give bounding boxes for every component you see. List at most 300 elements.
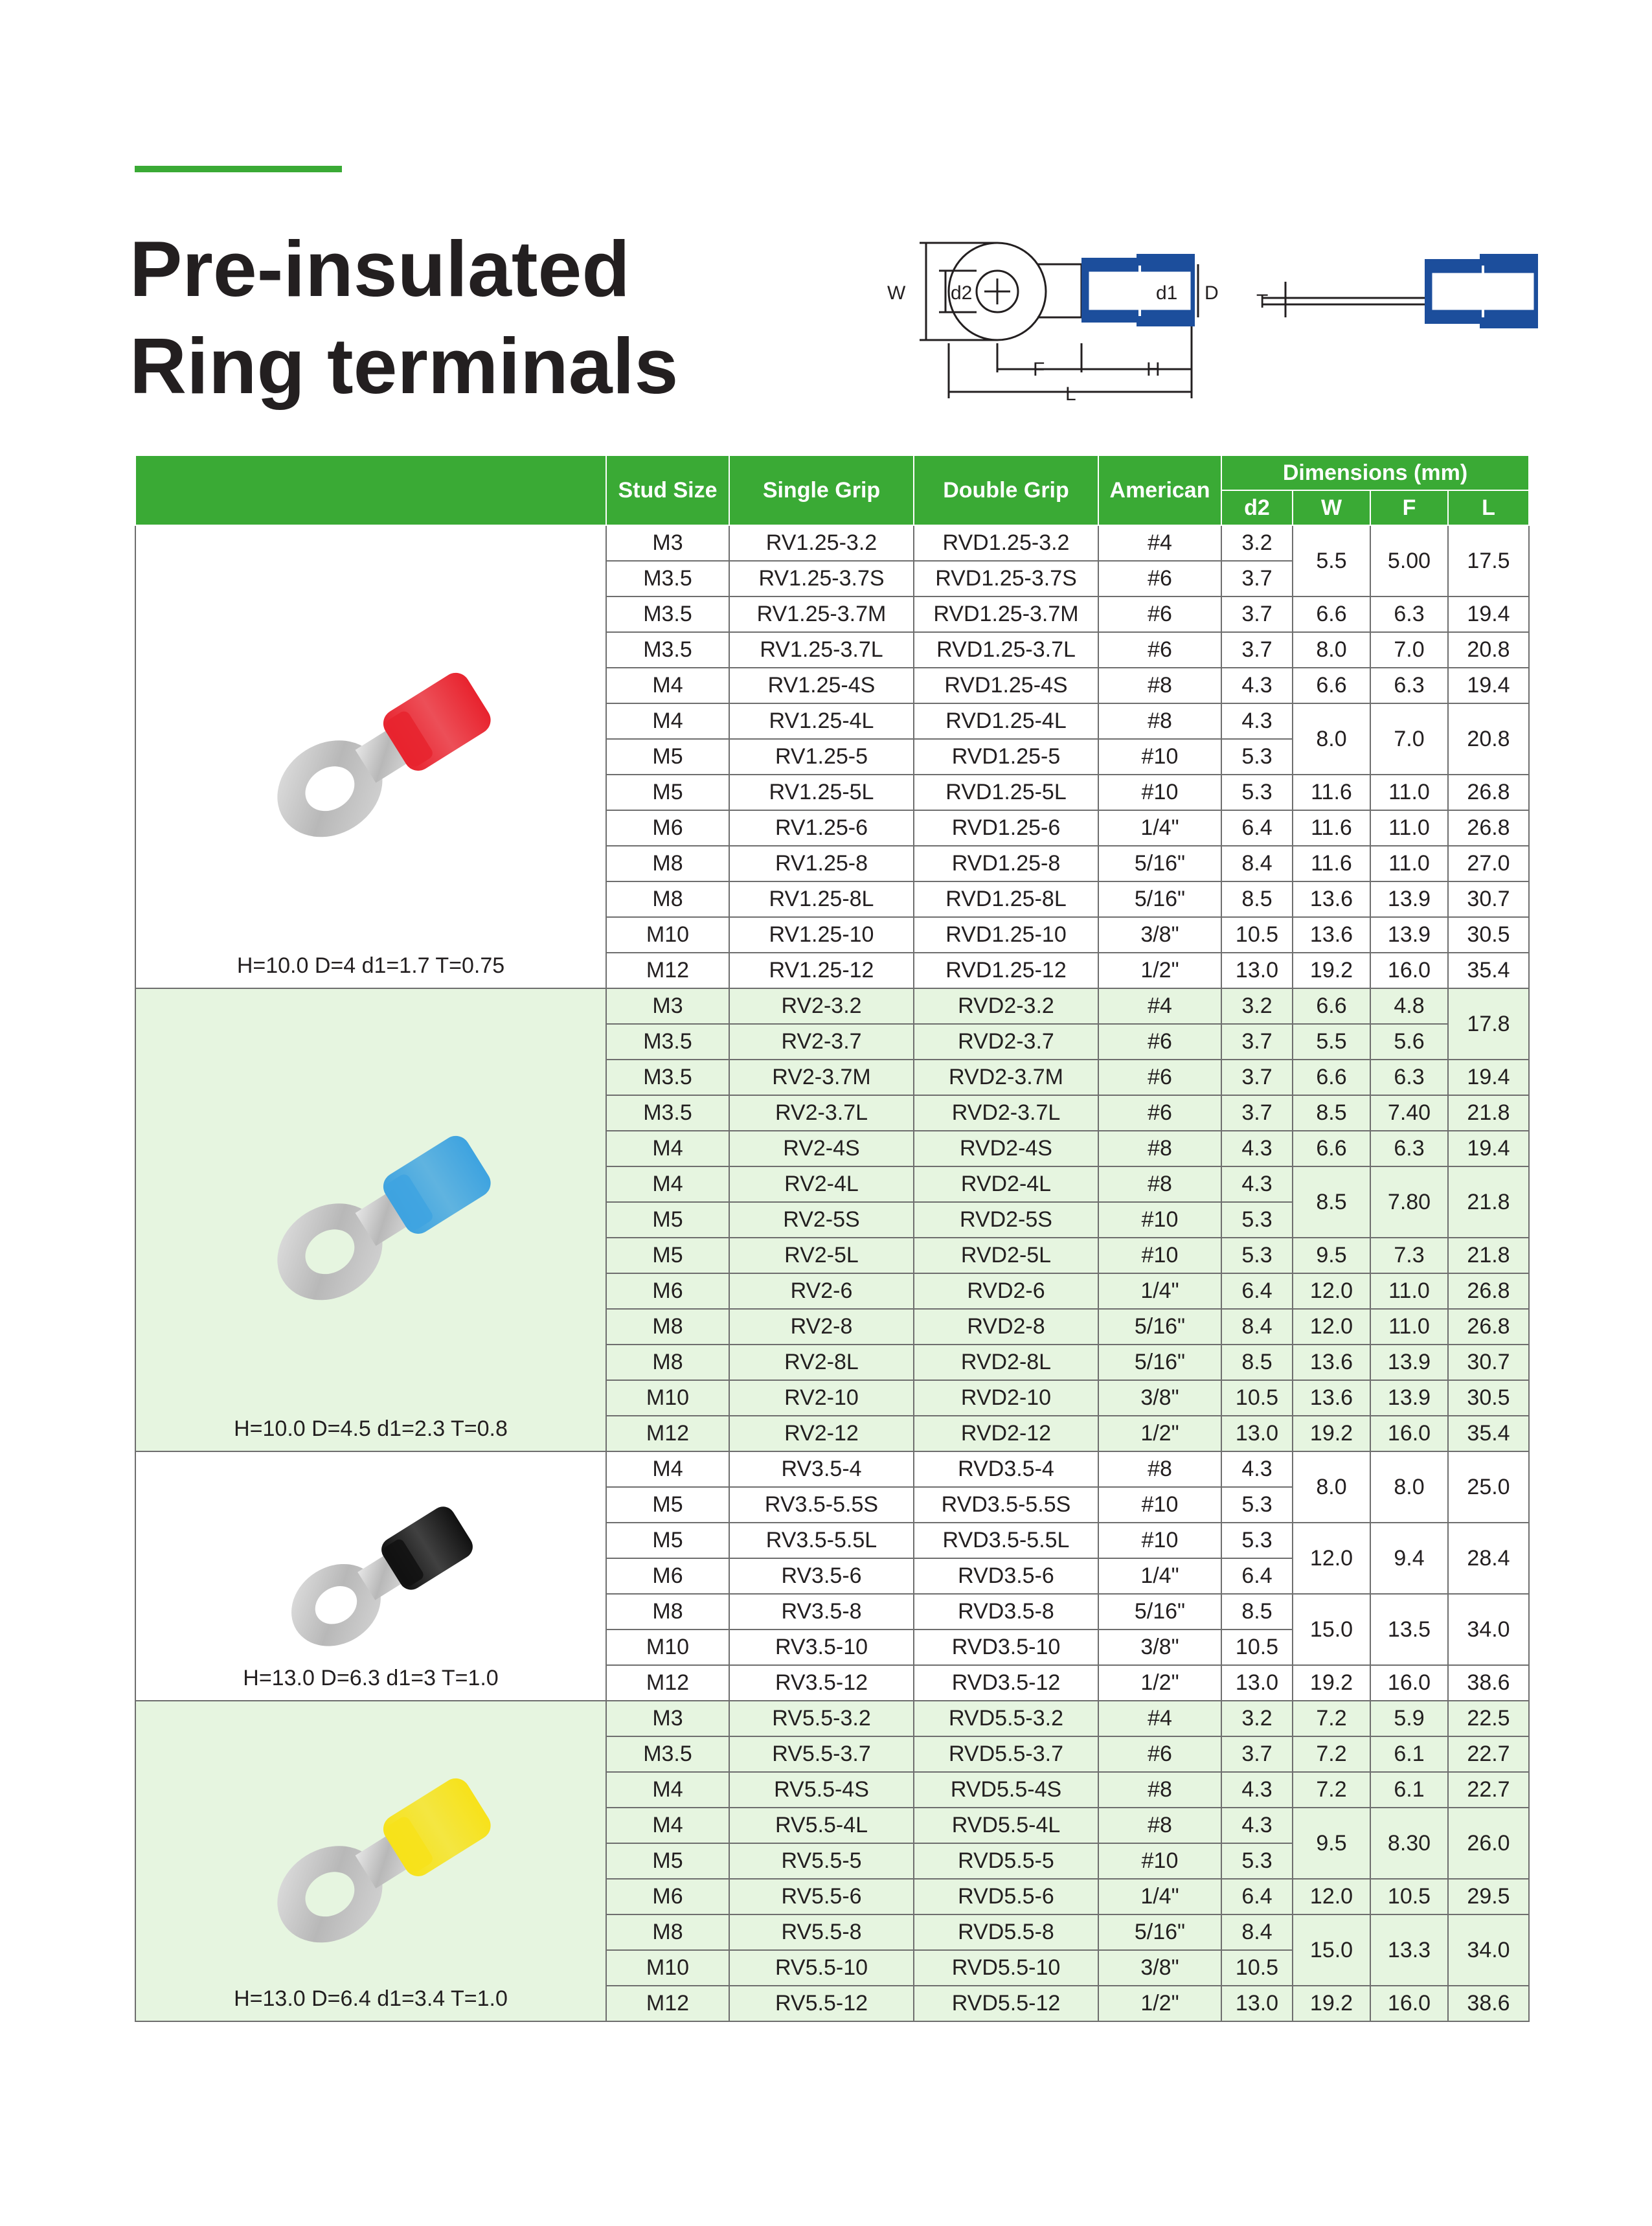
double-grip-cell: RVD2-5L xyxy=(914,1238,1098,1273)
single-grip-cell: RV2-5L xyxy=(729,1238,914,1273)
double-grip-cell: RVD2-12 xyxy=(914,1416,1098,1451)
stud-size-cell: M4 xyxy=(606,1808,729,1843)
w-cell: 12.0 xyxy=(1293,1879,1370,1914)
stud-size-cell: M12 xyxy=(606,1986,729,2021)
ring-terminal-black-icon xyxy=(190,1490,552,1666)
american-cell: 5/16" xyxy=(1098,1309,1221,1345)
stud-size-cell: M8 xyxy=(606,846,729,881)
single-grip-cell: RV1.25-4S xyxy=(729,668,914,703)
single-grip-cell: RV3.5-10 xyxy=(729,1630,914,1665)
single-grip-cell: RV1.25-3.7M xyxy=(729,596,914,632)
l-cell: 27.0 xyxy=(1448,846,1529,881)
double-grip-cell: RVD2-4L xyxy=(914,1166,1098,1202)
d2-cell: 3.2 xyxy=(1221,988,1293,1024)
ring-terminal-red-icon xyxy=(190,560,552,953)
american-cell: 1/2" xyxy=(1098,1665,1221,1701)
single-grip-cell: RV1.25-12 xyxy=(729,953,914,988)
d2-cell: 10.5 xyxy=(1221,1380,1293,1416)
w-cell: 8.0 xyxy=(1293,632,1370,668)
l-cell: 22.5 xyxy=(1448,1701,1529,1736)
single-grip-cell: RV1.25-6 xyxy=(729,810,914,846)
spec-table xyxy=(135,455,1530,2022)
d2-cell: 4.3 xyxy=(1221,1131,1293,1166)
american-cell: #10 xyxy=(1098,1202,1221,1238)
terminal-spec-caption: H=10.0 D=4 d1=1.7 T=0.75 xyxy=(236,953,505,978)
single-grip-cell: RV5.5-4L xyxy=(729,1808,914,1843)
stud-size-cell: M3.5 xyxy=(606,1095,729,1131)
w-cell: 5.5 xyxy=(1293,1024,1370,1060)
american-cell: 1/4" xyxy=(1098,810,1221,846)
w-cell: 19.2 xyxy=(1293,1416,1370,1451)
w-cell: 6.6 xyxy=(1293,668,1370,703)
f-cell: 8.0 xyxy=(1370,1451,1448,1523)
stud-size-cell: M5 xyxy=(606,1843,729,1879)
double-grip-cell: RVD5.5-4L xyxy=(914,1808,1098,1843)
stud-size-cell: M6 xyxy=(606,1558,729,1594)
double-grip-cell: RVD5.5-4S xyxy=(914,1772,1098,1808)
label-h: H xyxy=(1146,359,1160,380)
f-cell: 9.4 xyxy=(1370,1523,1448,1594)
d2-cell: 3.7 xyxy=(1221,1095,1293,1131)
double-grip-cell: RVD5.5-3.7 xyxy=(914,1736,1098,1772)
f-cell: 6.1 xyxy=(1370,1736,1448,1772)
table-row xyxy=(135,1701,1529,1736)
single-grip-cell: RV3.5-6 xyxy=(729,1558,914,1594)
stud-size-cell: M4 xyxy=(606,668,729,703)
stud-size-cell: M3.5 xyxy=(606,561,729,596)
stud-size-cell: M4 xyxy=(606,1772,729,1808)
single-grip-cell: RV2-12 xyxy=(729,1416,914,1451)
page-title xyxy=(130,220,678,415)
stud-size-cell: M4 xyxy=(606,1451,729,1487)
stud-size-cell: M3 xyxy=(606,1701,729,1736)
single-grip-cell: RV3.5-5.5S xyxy=(729,1487,914,1523)
american-cell: #4 xyxy=(1098,1701,1221,1736)
f-cell: 13.9 xyxy=(1370,1380,1448,1416)
w-cell: 8.0 xyxy=(1293,703,1370,775)
l-cell: 19.4 xyxy=(1448,668,1529,703)
single-grip-cell: RV2-4L xyxy=(729,1166,914,1202)
single-grip-cell: RV1.25-3.7S xyxy=(729,561,914,596)
l-cell: 20.8 xyxy=(1448,632,1529,668)
d2-cell: 3.7 xyxy=(1221,561,1293,596)
d2-cell: 5.3 xyxy=(1221,1238,1293,1273)
label-f: F xyxy=(1033,359,1045,380)
l-cell: 30.7 xyxy=(1448,1345,1529,1380)
american-cell: 1/4" xyxy=(1098,1879,1221,1914)
single-grip-cell: RV2-5S xyxy=(729,1202,914,1238)
double-grip-cell: RVD1.25-3.7S xyxy=(914,561,1098,596)
d2-cell: 8.4 xyxy=(1221,846,1293,881)
w-cell: 12.0 xyxy=(1293,1523,1370,1594)
w-cell: 19.2 xyxy=(1293,953,1370,988)
double-grip-cell: RVD5.5-10 xyxy=(914,1950,1098,1986)
d2-cell: 4.3 xyxy=(1221,668,1293,703)
double-grip-cell: RVD3.5-6 xyxy=(914,1558,1098,1594)
single-grip-cell: RV5.5-8 xyxy=(729,1914,914,1950)
american-cell: #8 xyxy=(1098,1131,1221,1166)
l-cell: 26.8 xyxy=(1448,1309,1529,1345)
d2-cell: 8.5 xyxy=(1221,1594,1293,1630)
f-cell: 13.9 xyxy=(1370,881,1448,917)
f-cell: 8.30 xyxy=(1370,1808,1448,1879)
single-grip-cell: RV2-8 xyxy=(729,1309,914,1345)
double-grip-cell: RVD5.5-8 xyxy=(914,1914,1098,1950)
american-cell: 3/8" xyxy=(1098,1950,1221,1986)
l-cell: 22.7 xyxy=(1448,1772,1529,1808)
d2-cell: 4.3 xyxy=(1221,1808,1293,1843)
w-cell: 8.5 xyxy=(1293,1095,1370,1131)
w-cell: 6.6 xyxy=(1293,1060,1370,1095)
terminal-spec-caption: H=13.0 D=6.4 d1=3.4 T=1.0 xyxy=(234,1986,508,2011)
d2-cell: 13.0 xyxy=(1221,953,1293,988)
title-line-2: Ring terminals xyxy=(130,322,679,410)
american-cell: #6 xyxy=(1098,632,1221,668)
stud-size-cell: M5 xyxy=(606,1238,729,1273)
header-l: L xyxy=(1448,490,1529,525)
stud-size-cell: M3.5 xyxy=(606,632,729,668)
f-cell: 7.0 xyxy=(1370,632,1448,668)
f-cell: 6.3 xyxy=(1370,1131,1448,1166)
d2-cell: 10.5 xyxy=(1221,1950,1293,1986)
w-cell: 7.2 xyxy=(1293,1772,1370,1808)
american-cell: #10 xyxy=(1098,1487,1221,1523)
american-cell: 3/8" xyxy=(1098,1380,1221,1416)
d2-cell: 6.4 xyxy=(1221,1558,1293,1594)
american-cell: 1/4" xyxy=(1098,1273,1221,1309)
single-grip-cell: RV2-3.7M xyxy=(729,1060,914,1095)
single-grip-cell: RV2-3.7 xyxy=(729,1024,914,1060)
american-cell: #10 xyxy=(1098,775,1221,810)
table-row xyxy=(135,525,1529,561)
header-f: F xyxy=(1370,490,1448,525)
w-cell: 8.5 xyxy=(1293,1166,1370,1238)
terminal-image-cell xyxy=(135,988,606,1451)
l-cell: 30.7 xyxy=(1448,881,1529,917)
terminal-image-cell xyxy=(135,525,606,988)
american-cell: #8 xyxy=(1098,1166,1221,1202)
label-d1: d1 xyxy=(1156,282,1178,304)
double-grip-cell: RVD2-3.7M xyxy=(914,1060,1098,1095)
american-cell: #8 xyxy=(1098,1808,1221,1843)
stud-size-cell: M10 xyxy=(606,1380,729,1416)
double-grip-cell: RVD1.25-3.7L xyxy=(914,632,1098,668)
f-cell: 7.80 xyxy=(1370,1166,1448,1238)
f-cell: 7.40 xyxy=(1370,1095,1448,1131)
stud-size-cell: M10 xyxy=(606,917,729,953)
l-cell: 21.8 xyxy=(1448,1095,1529,1131)
single-grip-cell: RV5.5-3.2 xyxy=(729,1701,914,1736)
single-grip-cell: RV3.5-5.5L xyxy=(729,1523,914,1558)
header-dimensions: Dimensions (mm) xyxy=(1221,455,1529,490)
american-cell: 3/8" xyxy=(1098,1630,1221,1665)
stud-size-cell: M5 xyxy=(606,775,729,810)
double-grip-cell: RVD2-8L xyxy=(914,1345,1098,1380)
f-cell: 13.9 xyxy=(1370,917,1448,953)
w-cell: 6.6 xyxy=(1293,988,1370,1024)
d2-cell: 8.5 xyxy=(1221,881,1293,917)
american-cell: #6 xyxy=(1098,1024,1221,1060)
l-cell: 17.5 xyxy=(1448,525,1529,596)
d2-cell: 3.7 xyxy=(1221,632,1293,668)
d2-cell: 3.2 xyxy=(1221,1701,1293,1736)
label-w: W xyxy=(887,282,906,304)
l-cell: 19.4 xyxy=(1448,1060,1529,1095)
l-cell: 35.4 xyxy=(1448,1416,1529,1451)
double-grip-cell: RVD1.25-10 xyxy=(914,917,1098,953)
l-cell: 26.0 xyxy=(1448,1808,1529,1879)
l-cell: 30.5 xyxy=(1448,917,1529,953)
spec-table-body xyxy=(135,525,1529,2021)
stud-size-cell: M6 xyxy=(606,810,729,846)
l-cell: 17.8 xyxy=(1448,988,1529,1060)
double-grip-cell: RVD1.25-5L xyxy=(914,775,1098,810)
stud-size-cell: M8 xyxy=(606,1914,729,1950)
stud-size-cell: M3.5 xyxy=(606,1060,729,1095)
single-grip-cell: RV1.25-8L xyxy=(729,881,914,917)
stud-size-cell: M4 xyxy=(606,1166,729,1202)
double-grip-cell: RVD5.5-3.2 xyxy=(914,1701,1098,1736)
label-l: L xyxy=(1065,383,1076,405)
stud-size-cell: M8 xyxy=(606,1594,729,1630)
d2-cell: 10.5 xyxy=(1221,917,1293,953)
l-cell: 21.8 xyxy=(1448,1166,1529,1238)
stud-size-cell: M12 xyxy=(606,953,729,988)
f-cell: 11.0 xyxy=(1370,1273,1448,1309)
w-cell: 15.0 xyxy=(1293,1914,1370,1986)
d2-cell: 3.7 xyxy=(1221,596,1293,632)
double-grip-cell: RVD2-5S xyxy=(914,1202,1098,1238)
double-grip-cell: RVD1.25-3.2 xyxy=(914,525,1098,561)
l-cell: 26.8 xyxy=(1448,1273,1529,1309)
f-cell: 5.9 xyxy=(1370,1701,1448,1736)
l-cell: 25.0 xyxy=(1448,1451,1529,1523)
l-cell: 19.4 xyxy=(1448,1131,1529,1166)
f-cell: 11.0 xyxy=(1370,846,1448,881)
american-cell: #6 xyxy=(1098,596,1221,632)
american-cell: 1/2" xyxy=(1098,953,1221,988)
double-grip-cell: RVD2-4S xyxy=(914,1131,1098,1166)
f-cell: 16.0 xyxy=(1370,953,1448,988)
w-cell: 5.5 xyxy=(1293,525,1370,596)
american-cell: #6 xyxy=(1098,1060,1221,1095)
single-grip-cell: RV1.25-10 xyxy=(729,917,914,953)
stud-size-cell: M8 xyxy=(606,1309,729,1345)
double-grip-cell: RVD1.25-6 xyxy=(914,810,1098,846)
d2-cell: 8.5 xyxy=(1221,1345,1293,1380)
d2-cell: 5.3 xyxy=(1221,1523,1293,1558)
w-cell: 19.2 xyxy=(1293,1665,1370,1701)
w-cell: 8.0 xyxy=(1293,1451,1370,1523)
stud-size-cell: M3.5 xyxy=(606,1736,729,1772)
d2-cell: 10.5 xyxy=(1221,1630,1293,1665)
d2-cell: 6.4 xyxy=(1221,1273,1293,1309)
double-grip-cell: RVD3.5-4 xyxy=(914,1451,1098,1487)
l-cell: 26.8 xyxy=(1448,810,1529,846)
f-cell: 6.3 xyxy=(1370,668,1448,703)
l-cell: 38.6 xyxy=(1448,1665,1529,1701)
f-cell: 16.0 xyxy=(1370,1416,1448,1451)
label-t: T xyxy=(1256,291,1269,312)
stud-size-cell: M5 xyxy=(606,739,729,775)
double-grip-cell: RVD1.25-12 xyxy=(914,953,1098,988)
american-cell: #8 xyxy=(1098,1772,1221,1808)
single-grip-cell: RV5.5-6 xyxy=(729,1879,914,1914)
d2-cell: 3.7 xyxy=(1221,1024,1293,1060)
single-grip-cell: RV1.25-3.2 xyxy=(729,525,914,561)
f-cell: 5.00 xyxy=(1370,525,1448,596)
l-cell: 34.0 xyxy=(1448,1594,1529,1665)
single-grip-cell: RV2-6 xyxy=(729,1273,914,1309)
stud-size-cell: M4 xyxy=(606,1131,729,1166)
single-grip-cell: RV1.25-5L xyxy=(729,775,914,810)
single-grip-cell: RV5.5-3.7 xyxy=(729,1736,914,1772)
single-grip-cell: RV2-3.7L xyxy=(729,1095,914,1131)
double-grip-cell: RVD3.5-5.5L xyxy=(914,1523,1098,1558)
l-cell: 29.5 xyxy=(1448,1879,1529,1914)
terminal-dimension-diagram xyxy=(868,220,1541,408)
double-grip-cell: RVD3.5-8 xyxy=(914,1594,1098,1630)
l-cell: 26.8 xyxy=(1448,775,1529,810)
w-cell: 19.2 xyxy=(1293,1986,1370,2021)
f-cell: 11.0 xyxy=(1370,810,1448,846)
header-single-grip: Single Grip xyxy=(729,455,914,525)
w-cell: 13.6 xyxy=(1293,917,1370,953)
double-grip-cell: RVD2-3.2 xyxy=(914,988,1098,1024)
w-cell: 15.0 xyxy=(1293,1594,1370,1665)
american-cell: #10 xyxy=(1098,1523,1221,1558)
american-cell: 1/2" xyxy=(1098,1986,1221,2021)
f-cell: 7.3 xyxy=(1370,1238,1448,1273)
d2-cell: 4.3 xyxy=(1221,703,1293,739)
american-cell: #4 xyxy=(1098,525,1221,561)
single-grip-cell: RV2-10 xyxy=(729,1380,914,1416)
american-cell: 1/2" xyxy=(1098,1416,1221,1451)
american-cell: #10 xyxy=(1098,1843,1221,1879)
d2-cell: 13.0 xyxy=(1221,1416,1293,1451)
title-line-1: Pre-insulated xyxy=(130,225,630,313)
header-american: American xyxy=(1098,455,1221,525)
l-cell: 30.5 xyxy=(1448,1380,1529,1416)
f-cell: 4.8 xyxy=(1370,988,1448,1024)
double-grip-cell: RVD1.25-5 xyxy=(914,739,1098,775)
single-grip-cell: RV3.5-8 xyxy=(729,1594,914,1630)
l-cell: 20.8 xyxy=(1448,703,1529,775)
f-cell: 13.5 xyxy=(1370,1594,1448,1665)
single-grip-cell: RV5.5-10 xyxy=(729,1950,914,1986)
stud-size-cell: M4 xyxy=(606,703,729,739)
double-grip-cell: RVD3.5-12 xyxy=(914,1665,1098,1701)
table-row xyxy=(135,988,1529,1024)
d2-cell: 8.4 xyxy=(1221,1914,1293,1950)
w-cell: 6.6 xyxy=(1293,596,1370,632)
header-image-column xyxy=(135,455,606,525)
double-grip-cell: RVD1.25-8 xyxy=(914,846,1098,881)
american-cell: #6 xyxy=(1098,1736,1221,1772)
stud-size-cell: M3 xyxy=(606,988,729,1024)
d2-cell: 6.4 xyxy=(1221,810,1293,846)
double-grip-cell: RVD3.5-5.5S xyxy=(914,1487,1098,1523)
w-cell: 9.5 xyxy=(1293,1808,1370,1879)
ring-terminal-blue-icon xyxy=(190,1023,552,1416)
d2-cell: 13.0 xyxy=(1221,1665,1293,1701)
w-cell: 11.6 xyxy=(1293,775,1370,810)
d2-cell: 8.4 xyxy=(1221,1309,1293,1345)
double-grip-cell: RVD2-10 xyxy=(914,1380,1098,1416)
american-cell: 5/16" xyxy=(1098,1594,1221,1630)
w-cell: 13.6 xyxy=(1293,1345,1370,1380)
w-cell: 9.5 xyxy=(1293,1238,1370,1273)
w-cell: 7.2 xyxy=(1293,1736,1370,1772)
label-D: D xyxy=(1205,282,1219,304)
stud-size-cell: M5 xyxy=(606,1523,729,1558)
single-grip-cell: RV3.5-12 xyxy=(729,1665,914,1701)
d2-cell: 13.0 xyxy=(1221,1986,1293,2021)
f-cell: 6.1 xyxy=(1370,1772,1448,1808)
single-grip-cell: RV1.25-3.7L xyxy=(729,632,914,668)
header-d2: d2 xyxy=(1221,490,1293,525)
f-cell: 7.0 xyxy=(1370,703,1448,775)
f-cell: 10.5 xyxy=(1370,1879,1448,1914)
single-grip-cell: RV2-3.2 xyxy=(729,988,914,1024)
single-grip-cell: RV5.5-4S xyxy=(729,1772,914,1808)
w-cell: 11.6 xyxy=(1293,810,1370,846)
single-grip-cell: RV3.5-4 xyxy=(729,1451,914,1487)
d2-cell: 5.3 xyxy=(1221,1487,1293,1523)
d2-cell: 5.3 xyxy=(1221,1202,1293,1238)
stud-size-cell: M12 xyxy=(606,1416,729,1451)
d2-cell: 3.7 xyxy=(1221,1060,1293,1095)
header-stud-size: Stud Size xyxy=(606,455,729,525)
l-cell: 19.4 xyxy=(1448,596,1529,632)
single-grip-cell: RV2-8L xyxy=(729,1345,914,1380)
stud-size-cell: M5 xyxy=(606,1487,729,1523)
d2-cell: 6.4 xyxy=(1221,1879,1293,1914)
double-grip-cell: RVD2-8 xyxy=(914,1309,1098,1345)
double-grip-cell: RVD1.25-4L xyxy=(914,703,1098,739)
l-cell: 35.4 xyxy=(1448,953,1529,988)
l-cell: 34.0 xyxy=(1448,1914,1529,1986)
w-cell: 11.6 xyxy=(1293,846,1370,881)
stud-size-cell: M8 xyxy=(606,881,729,917)
stud-size-cell: M12 xyxy=(606,1665,729,1701)
header-w: W xyxy=(1293,490,1370,525)
terminal-image-cell xyxy=(135,1451,606,1701)
double-grip-cell: RVD5.5-6 xyxy=(914,1879,1098,1914)
f-cell: 11.0 xyxy=(1370,1309,1448,1345)
american-cell: 5/16" xyxy=(1098,846,1221,881)
american-cell: #10 xyxy=(1098,739,1221,775)
single-grip-cell: RV1.25-5 xyxy=(729,739,914,775)
d2-cell: 5.3 xyxy=(1221,1843,1293,1879)
stud-size-cell: M10 xyxy=(606,1950,729,1986)
f-cell: 13.9 xyxy=(1370,1345,1448,1380)
american-cell: #8 xyxy=(1098,1451,1221,1487)
american-cell: #4 xyxy=(1098,988,1221,1024)
w-cell: 12.0 xyxy=(1293,1309,1370,1345)
ring-terminal-yellow-icon xyxy=(190,1738,552,1986)
single-grip-cell: RV5.5-5 xyxy=(729,1843,914,1879)
stud-size-cell: M3.5 xyxy=(606,596,729,632)
l-cell: 38.6 xyxy=(1448,1986,1529,2021)
single-grip-cell: RV2-4S xyxy=(729,1131,914,1166)
l-cell: 21.8 xyxy=(1448,1238,1529,1273)
f-cell: 16.0 xyxy=(1370,1665,1448,1701)
stud-size-cell: M3.5 xyxy=(606,1024,729,1060)
stud-size-cell: M8 xyxy=(606,1345,729,1380)
american-cell: #8 xyxy=(1098,703,1221,739)
american-cell: 5/16" xyxy=(1098,881,1221,917)
